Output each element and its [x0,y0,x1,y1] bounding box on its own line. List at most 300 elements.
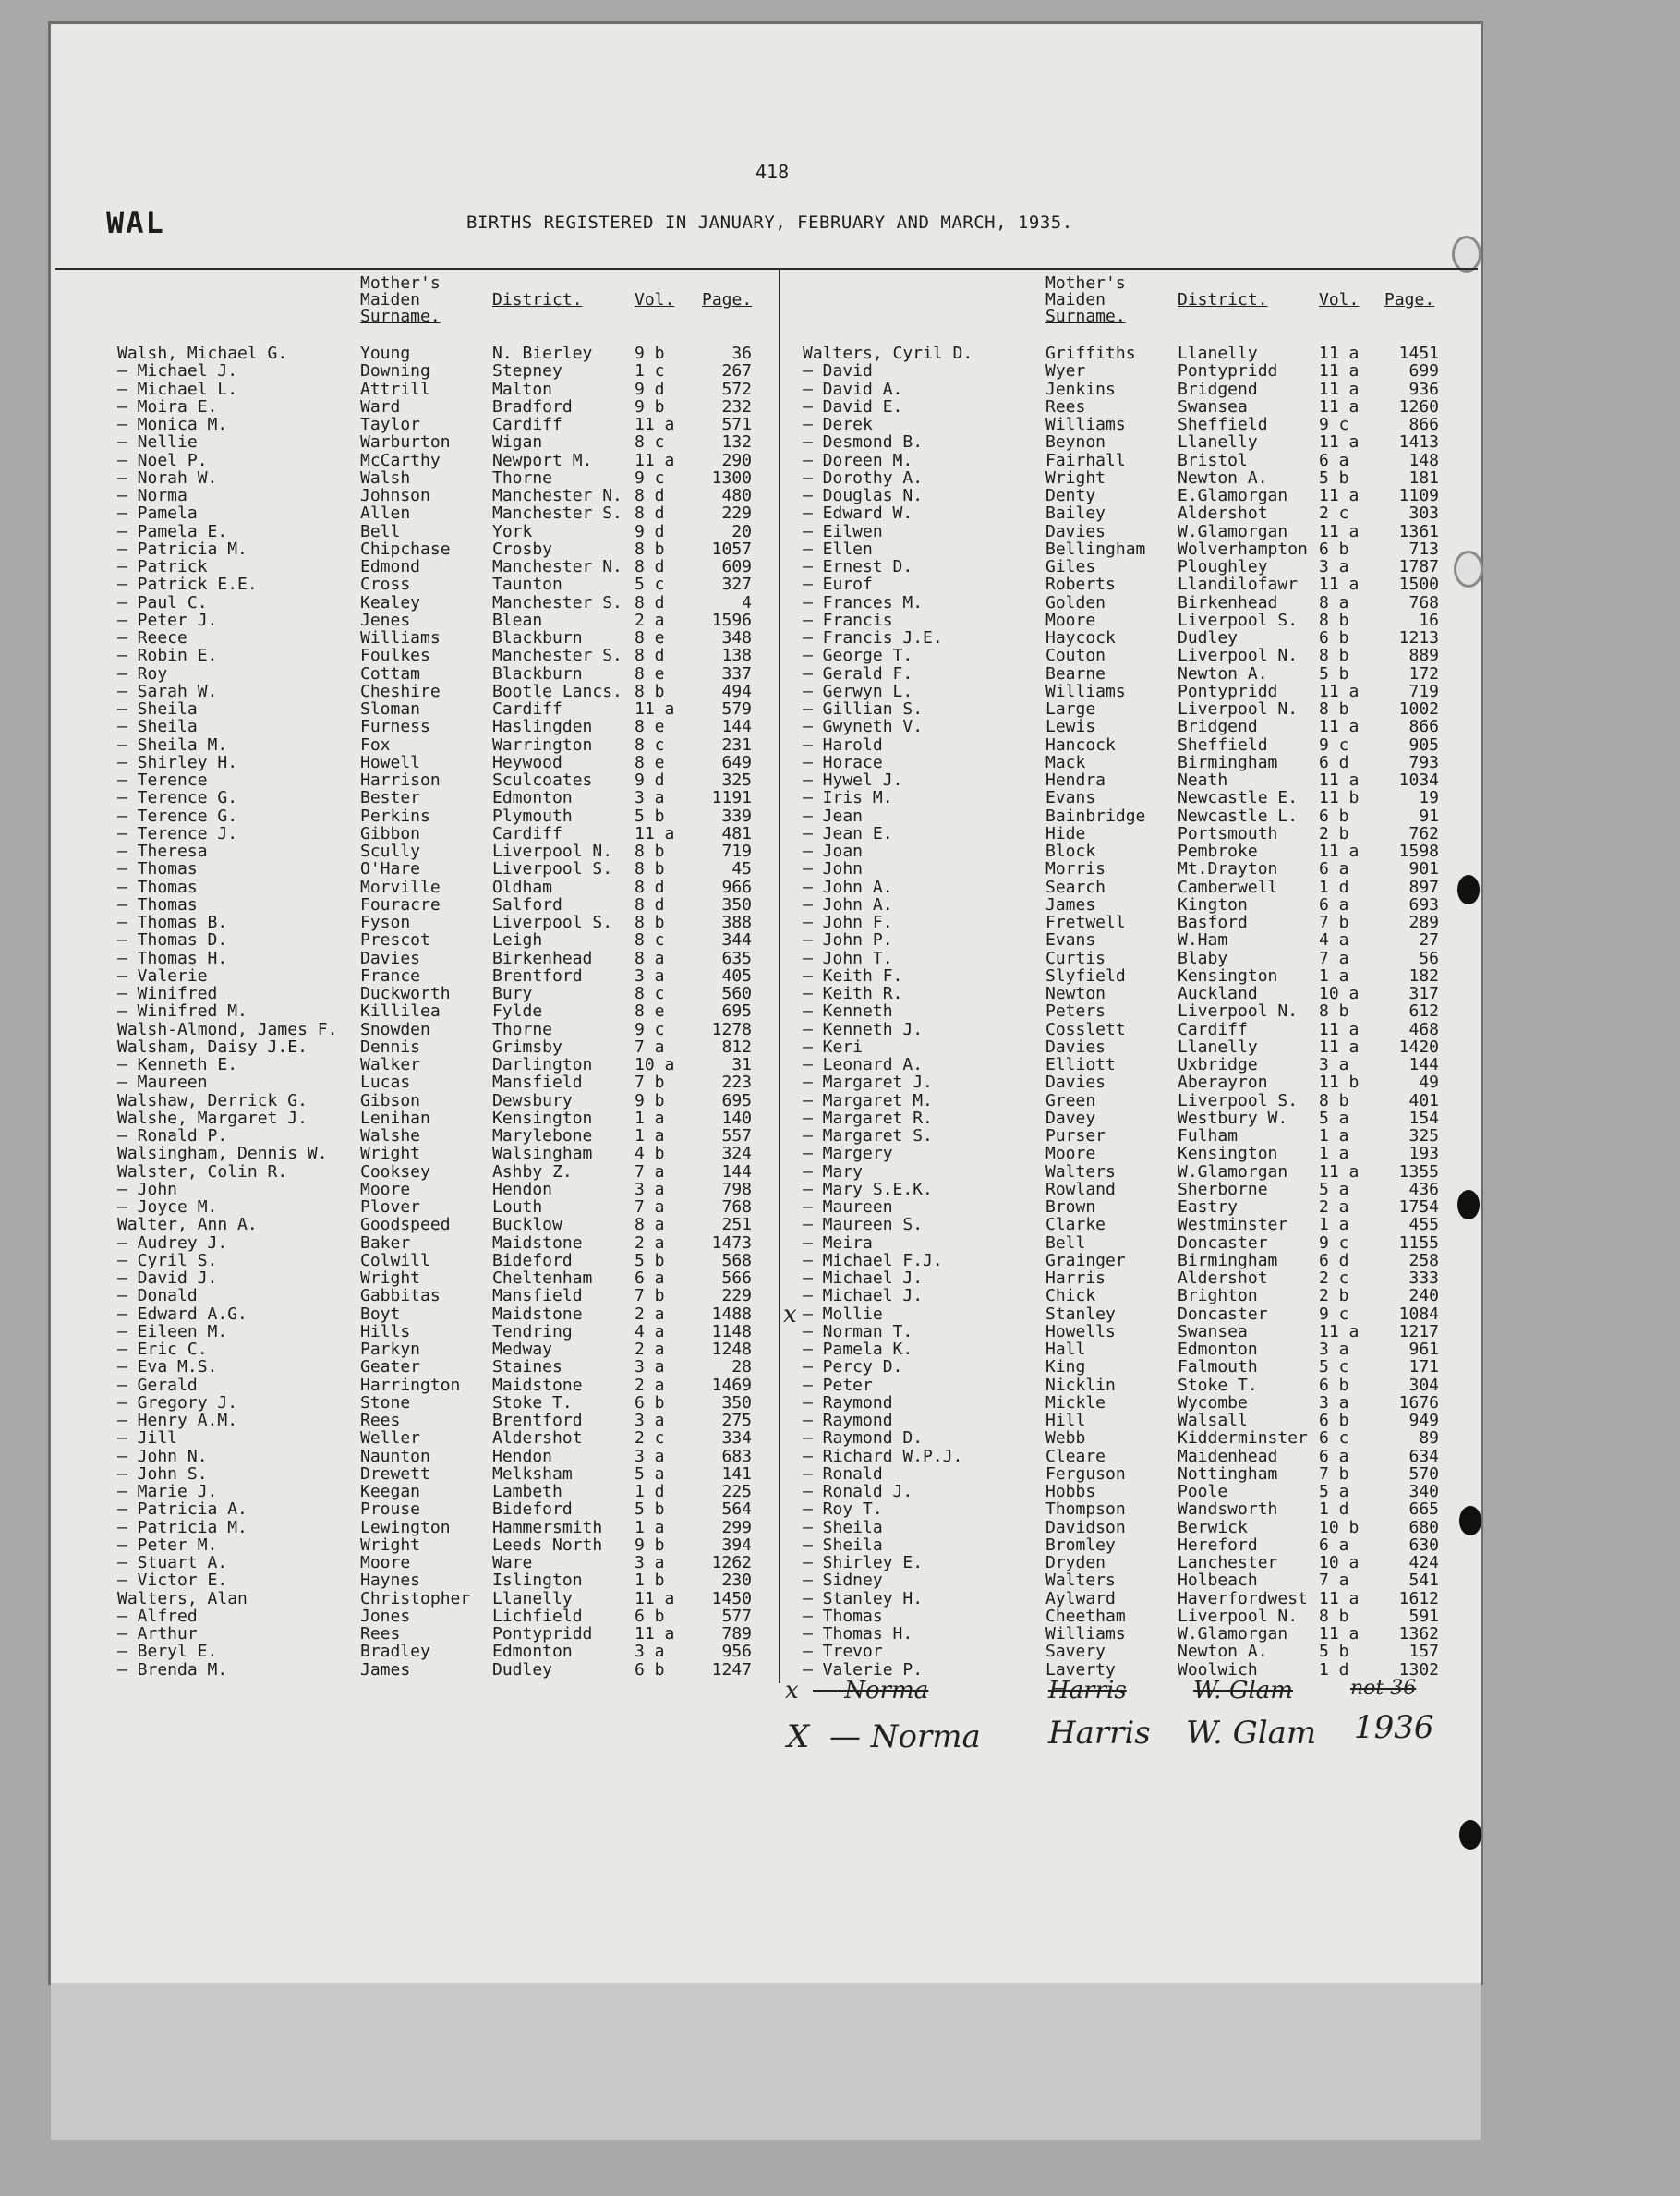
entry-volume: 6 b [635,1392,665,1413]
entry-page: 317 [1408,984,1439,1003]
entry-district: Aldershot [1178,1268,1268,1288]
register-entry [803,1074,1439,1091]
entry-page: 1500 [1398,575,1439,595]
entry-volume: 9 d [635,770,665,790]
entry-name: — Peter J. [117,610,218,630]
entry-district: Maidstone [492,1304,583,1324]
entry-name: — Jill [117,1428,178,1449]
register-entry [803,1412,1439,1429]
entry-volume: 9 c [635,1019,665,1039]
register-entry [117,825,752,843]
entry-district: Llandilofawr [1178,575,1299,595]
entry-name: — Sheila [803,1517,883,1537]
entry-page: 275 [721,1411,752,1430]
entry-name: — Stanley H. [803,1588,924,1608]
entry-volume: 8 b [635,859,665,880]
entry-name: — Ronald [803,1463,883,1484]
entry-name: — Thomas [117,877,198,897]
entry-volume: 11 a [1319,521,1360,541]
entry-volume: 11 a [635,1624,675,1644]
entry-volume: 3 a [635,1642,665,1662]
entry-district: Sherborne [1178,1179,1268,1199]
entry-name: — David A. [803,379,903,399]
entry-volume: 9 d [635,379,665,399]
entry-volume: 8 e [635,1001,665,1022]
register-entry [803,1323,1439,1341]
entry-name: — Thomas H. [117,948,228,968]
entry-page: 339 [721,806,752,826]
struck-district: W. Glam [1193,1677,1293,1705]
entry-name: — Alfred [117,1606,198,1626]
entry-name: — Patricia A. [117,1499,248,1520]
entry-name: — Percy D. [803,1357,903,1377]
entry-page: 251 [721,1215,752,1235]
entry-volume: 9 b [635,1090,665,1110]
left-maiden-header-1: Mother's [360,273,441,293]
entry-volume: 11 a [635,1588,675,1608]
entry-maiden-surname: Couton [1045,646,1106,666]
entry-district: Poole [1178,1482,1228,1501]
entry-district: Darlington [492,1055,593,1074]
entry-volume: 11 b [1319,788,1360,808]
punch-hole-upper [1454,551,1483,588]
entry-district: Bootle Lancs. [492,681,622,701]
entry-page: 182 [1408,965,1439,986]
entry-district: Liverpool S. [492,913,613,932]
register-entry [803,1269,1439,1287]
entry-volume: 6 a [1319,894,1349,915]
entry-district: Aldershot [492,1428,583,1449]
entry-name: — Moira E. [117,396,218,417]
entry-name: — Terence J. [117,823,238,843]
entry-volume: 5 b [1319,467,1349,488]
entry-name: — Dorothy A. [803,467,924,488]
register-entry [117,1323,752,1341]
entry-maiden-surname: Block [1045,842,1096,861]
entry-maiden-surname: Hills [360,1321,411,1341]
surname-code: WAL [106,205,165,240]
register-entry [803,523,1439,540]
struck-mark: x [785,1677,799,1705]
entry-page: 1302 [1398,1659,1439,1680]
entry-maiden-surname: Wright [1045,467,1106,488]
entry-volume: 2 a [635,1232,665,1253]
inserted-mark: X [787,1718,810,1755]
entry-volume: 7 a [1319,948,1349,968]
entry-district: Liverpool N. [1178,699,1299,719]
entry-district: Edmonton [1178,1340,1258,1359]
entry-volume: 3 a [635,1553,665,1572]
entry-name: — John T. [803,948,893,968]
entry-volume: 9 d [635,521,665,541]
register-entry [803,683,1439,700]
entry-maiden-surname: Brown [1045,1197,1096,1217]
entry-volume: 1 d [635,1482,665,1501]
entry-maiden-surname: Gibson [360,1090,421,1110]
entry-district: E.Glamorgan [1178,486,1288,505]
entry-page: 665 [1408,1499,1439,1520]
entry-page: 1362 [1398,1624,1439,1644]
entry-page: 564 [721,1499,752,1520]
entry-volume: 4 a [635,1321,665,1341]
entry-page: 693 [1408,894,1439,915]
register-entry [803,985,1439,1002]
entry-district: Wolverhampton [1178,539,1308,559]
entry-district: Aldershot [1178,504,1268,524]
entry-volume: 8 a [635,1215,665,1235]
punch-hole-lower [1457,1190,1480,1219]
register-entry [803,1092,1439,1110]
entry-name: — Gillian S. [803,699,924,719]
entry-name: — Pamela E. [117,521,228,541]
entry-volume: 1 c [635,361,665,382]
entry-volume: 2 a [635,1375,665,1395]
register-entry [117,1465,752,1483]
register-entry [803,860,1439,878]
entry-volume: 10 a [1319,984,1360,1003]
entry-maiden-surname: Fox [360,734,391,755]
punch-hole-bottom [1459,1506,1481,1535]
entry-name: — Norman T. [803,1321,913,1341]
entry-district: Auckland [1178,984,1258,1003]
entry-name: — Michael F.J. [803,1250,943,1270]
entry-district: Haverfordwest [1178,1588,1308,1608]
entry-district: Mansfield [492,1286,583,1306]
entry-page: 56 [1419,948,1439,968]
entry-maiden-surname: Drewett [360,1463,430,1484]
entry-name: — Hywel J. [803,770,903,790]
entry-maiden-surname: Giles [1045,557,1096,576]
entry-district: Dudley [492,1659,553,1680]
entry-name: — Meira [803,1232,873,1253]
entry-maiden-surname: Chipchase [360,539,451,559]
entry-name: — Norah W. [117,467,218,488]
right-page-header: Page. [1384,290,1435,309]
entry-page: 290 [721,450,752,470]
entry-page: 36 [731,344,752,363]
entry-maiden-surname: Young [360,344,411,363]
entry-volume: 11 a [635,450,675,470]
register-entry [803,1608,1439,1625]
register-entry [803,1643,1439,1660]
entry-name: — Terence G. [117,788,238,808]
entry-maiden-surname: Davey [1045,1108,1096,1128]
entry-name: — Sarah W. [117,681,218,701]
entry-name: — Thomas B. [117,913,228,932]
register-entry [803,1571,1439,1589]
entry-page: 231 [721,734,752,755]
entry-district: Louth [492,1197,543,1217]
entry-maiden-surname: Moore [1045,1144,1096,1164]
entry-district: Wigan [492,432,543,453]
entry-name: — Shirley H. [117,752,238,772]
entry-district: Pontypridd [1178,681,1278,701]
entry-maiden-surname: Slyfield [1045,965,1126,986]
entry-page: 480 [721,486,752,505]
entry-page: 303 [1408,504,1439,524]
entry-district: Malton [492,379,553,399]
entry-maiden-surname: Johnson [360,486,430,505]
entry-name: — Jean E. [803,823,893,843]
register-entry [117,1625,752,1643]
entry-district: Woolwich [1178,1659,1258,1680]
register-entry [803,1341,1439,1358]
entry-page: 1002 [1398,699,1439,719]
entry-maiden-surname: Harrison [360,770,441,790]
entry-district: Cardiff [492,699,562,719]
entry-page: 1057 [711,539,752,559]
entry-district: Staines [492,1357,562,1377]
entry-volume: 9 c [1319,1304,1349,1324]
entry-page: 1213 [1398,628,1439,648]
entry-volume: 8 b [635,539,665,559]
entry-maiden-surname: Bell [1045,1232,1086,1253]
entry-page: 27 [1419,930,1439,951]
entry-maiden-surname: Bainbridge [1045,806,1146,826]
entry-page: 1596 [711,610,752,630]
entry-page: 768 [721,1197,752,1217]
register-entry [117,931,752,949]
entry-page: 325 [721,770,752,790]
entry-volume: 1 d [1319,877,1349,897]
entry-volume: 8 e [635,663,665,684]
entry-volume: 1 a [1319,1126,1349,1146]
entry-volume: 1 a [1319,1215,1349,1235]
entry-name: — George T. [803,646,913,666]
entry-maiden-surname: Parkyn [360,1340,421,1359]
register-entry [803,647,1439,664]
entry-volume: 2 c [1319,504,1349,524]
entry-page: 572 [721,379,752,399]
entry-page: 350 [721,894,752,915]
entry-district: Bristol [1178,450,1248,470]
column-divider [779,270,780,1683]
entry-district: Kensington [492,1108,593,1128]
entry-district: Sheffield [1178,734,1268,755]
entry-district: Bideford [492,1250,573,1270]
register-entry [803,1127,1439,1145]
entry-maiden-surname: Warburton [360,432,451,453]
register-entry [117,612,752,629]
entry-maiden-surname: Laverty [1045,1659,1116,1680]
entry-volume: 6 b [1319,628,1349,648]
entry-page: 1754 [1398,1197,1439,1217]
entry-volume: 7 b [635,1286,665,1306]
entry-page: 4 [742,592,752,613]
entry-volume: 2 a [635,1340,665,1359]
entry-maiden-surname: Jenes [360,610,411,630]
entry-maiden-surname: Beynon [1045,432,1106,453]
entry-maiden-surname: King [1045,1357,1086,1377]
entry-page: 762 [1408,823,1439,843]
entry-page: 1217 [1398,1321,1439,1341]
entry-district: Medway [492,1340,553,1359]
entry-district: Cheltenham [492,1268,593,1288]
entry-page: 566 [721,1268,752,1288]
entry-name: — Margaret S. [803,1126,933,1146]
entry-maiden-surname: Killilea [360,1001,441,1022]
entry-page: 1260 [1398,396,1439,417]
entry-district: Newton A. [1178,663,1268,684]
entry-name: — Roy T. [803,1499,883,1520]
entry-name: — Sheila [117,717,198,737]
register-entry [803,1465,1439,1483]
entry-name: Walshaw, Derrick G. [117,1090,308,1110]
register-entry [803,1625,1439,1643]
register-entry [117,789,752,807]
inserted-maiden: Harris [1048,1715,1151,1752]
entry-volume: 6 a [1319,1535,1349,1555]
entry-page: 1413 [1398,432,1439,453]
entry-page: 568 [721,1250,752,1270]
entry-page: 1598 [1398,842,1439,861]
entry-page: 334 [721,1428,752,1449]
entry-name: — Henry A.M. [117,1411,238,1430]
entry-maiden-surname: Gabbitas [360,1286,441,1306]
entry-maiden-surname: James [1045,894,1096,915]
entry-page: 936 [1408,379,1439,399]
entry-district: Islington [492,1571,583,1591]
entry-page: 350 [721,1392,752,1413]
entry-page: 394 [721,1535,752,1555]
entry-district: Stepney [492,361,562,382]
entry-volume: 8 a [1319,592,1349,613]
entry-maiden-surname: Goodspeed [360,1215,451,1235]
entry-district: Haslingden [492,717,593,737]
entry-page: 1451 [1398,344,1439,363]
entry-maiden-surname: Bradley [360,1642,430,1662]
entry-district: Cardiff [492,415,562,434]
register-entry [803,1661,1439,1679]
entry-page: 157 [1408,1642,1439,1662]
entry-name: — Thomas D. [117,930,228,951]
entry-maiden-surname: Cross [360,575,411,595]
entry-volume: 8 d [635,894,665,915]
entry-maiden-surname: Wyer [1045,361,1086,382]
right-vol-header: Vol. [1319,290,1360,309]
register-entry [803,700,1439,718]
entry-maiden-surname: Jenkins [1045,379,1116,399]
entry-name: — Leonard A. [803,1055,924,1074]
entry-district: Mansfield [492,1073,583,1093]
entry-district: Crosby [492,539,553,559]
entry-volume: 5 a [1319,1179,1349,1199]
entry-page: 866 [1408,717,1439,737]
entry-name: — Pamela K. [803,1340,913,1359]
entry-page: 1612 [1398,1588,1439,1608]
register-entry [117,1377,752,1394]
entry-volume: 9 c [1319,734,1349,755]
register-entry [117,540,752,558]
entry-volume: 6 a [1319,859,1349,880]
entry-volume: 9 b [635,396,665,417]
entry-name: — John [117,1179,178,1199]
struck-name: — Norma [813,1677,929,1705]
entry-maiden-surname: Bearne [1045,663,1106,684]
entry-district: Neath [1178,770,1228,790]
entry-page: 1247 [711,1659,752,1680]
register-entry [117,1056,752,1074]
entry-volume: 6 d [1319,752,1349,772]
entry-district: Birmingham [1178,1250,1278,1270]
entry-name: — Mary S.E.K. [803,1179,933,1199]
entry-district: Hammersmith [492,1517,603,1537]
entry-name: — Mollie [803,1304,883,1324]
entry-volume: 5 c [635,575,665,595]
entry-page: 1034 [1398,770,1439,790]
entry-volume: 9 c [1319,415,1349,434]
entry-district: Bridgend [1178,379,1258,399]
entry-district: Liverpool S. [1178,610,1299,630]
entry-maiden-surname: Moore [360,1179,411,1199]
entry-name: — Beryl E. [117,1642,218,1662]
entry-district: Birmingham [1178,752,1278,772]
entry-district: Hendon [492,1179,553,1199]
entry-maiden-surname: O'Hare [360,859,421,880]
entry-name: — David [803,361,873,382]
punch-hole-middle [1457,875,1480,904]
register-entry [803,896,1439,914]
entry-maiden-surname: Savery [1045,1642,1106,1662]
entry-volume: 3 a [1319,557,1349,576]
register-entry [117,1483,752,1500]
entry-page: 897 [1408,877,1439,897]
entry-name: — John A. [803,877,893,897]
register-entry [803,665,1439,683]
entry-volume: 11 a [1319,842,1360,861]
entry-district: Liverpool S. [492,859,613,880]
entry-maiden-surname: Perkins [360,806,430,826]
register-entry [117,950,752,967]
entry-maiden-surname: McCarthy [360,450,441,470]
entry-page: 956 [721,1642,752,1662]
entry-name: — Raymond [803,1411,893,1430]
entry-maiden-surname: Howell [360,752,421,772]
left-page-header: Page. [702,290,753,309]
register-entry [117,1287,752,1304]
entry-district: Basford [1178,913,1248,932]
entry-maiden-surname: Davies [1045,1073,1106,1093]
entry-district: Maidstone [492,1375,583,1395]
entry-volume: 6 a [635,1268,665,1288]
register-entry [803,843,1439,860]
entry-volume: 8 a [635,948,665,968]
inserted-name: — Norma [829,1718,981,1755]
entry-name: — John [803,859,864,880]
register-entry [803,1110,1439,1127]
entry-maiden-surname: Foulkes [360,646,430,666]
entry-page: 1300 [711,467,752,488]
entry-district: Westminster [1178,1215,1288,1235]
entry-volume: 3 a [1319,1055,1349,1074]
entry-name: — Michael J. [117,361,238,382]
entry-volume: 9 b [635,344,665,363]
entry-volume: 11 a [635,699,675,719]
register-entry [117,896,752,914]
entry-volume: 11 a [1319,1161,1360,1182]
entry-name: — Kenneth [803,1001,893,1022]
entry-maiden-surname: Walker [360,1055,421,1074]
entry-maiden-surname: Walters [1045,1571,1116,1591]
entry-district: Uxbridge [1178,1055,1258,1074]
entry-page: 630 [1408,1535,1439,1555]
entry-name: — Paul C. [117,592,208,613]
entry-page: 1278 [711,1019,752,1039]
entry-volume: 6 b [1319,1375,1349,1395]
entry-maiden-surname: Walters [1045,1161,1116,1182]
entry-maiden-surname: Edmond [360,557,421,576]
entry-district: Kensington [1178,965,1278,986]
